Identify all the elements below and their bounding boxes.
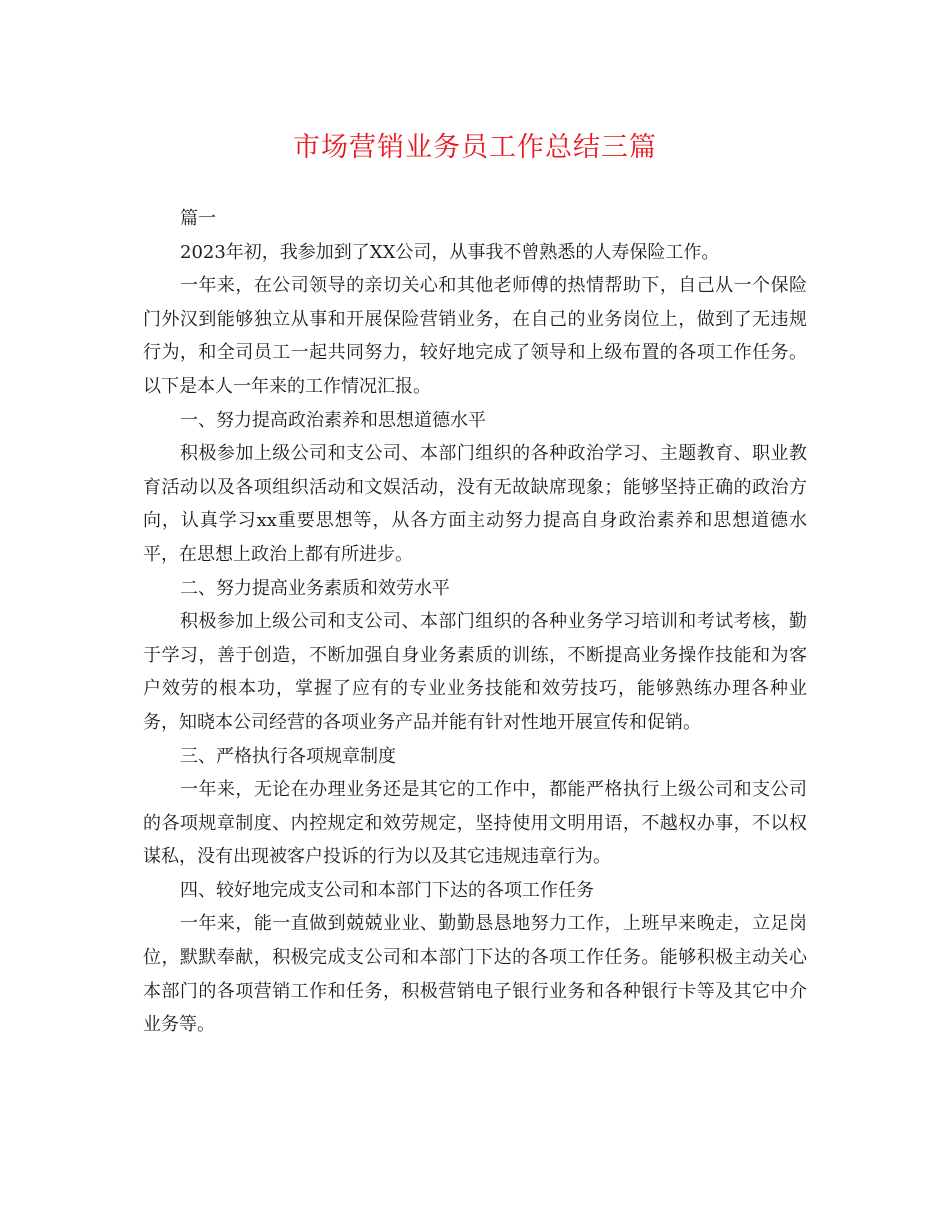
paragraph-intro: 2023年初，我参加到了XX公司，从事我不曾熟悉的人寿保险工作。	[180, 241, 720, 263]
heading-tasks: 四、较好地完成支公司和本部门下达的各项工作任务	[180, 879, 594, 901]
paragraph-regulations: 一年来，无论在办理业务还是其它的工作中，都能严格执行上级公司和支公司的各项规章制度、内控规定和效劳规定，坚持使用文明用语，不越权办事，不以权谋私，没有出现被客户投诉的行为以及其它违规违章行为。	[143, 779, 807, 868]
paragraph-tasks: 一年来，能一直做到兢兢业业、勤勤恳恳地努力工作，上班早来晚走，立足岗位，默默奉献，积极完成支公司和本部门下达的各项工作任务。能够积极主动关心本部门的各项营销工作和任务，积极营销电子银行业务和各种银行卡等及其它中介业务等。	[143, 913, 807, 1036]
document-body	[143, 202, 807, 1042]
paragraph-business-quality: 积极参加上级公司和支公司、本部门组织的各种业务学习培训和考试考核，勤于学习，善于创造，不断加强自身业务素质的训练，不断提高业务操作技能和为客户效劳的根本功，掌握了应有的专业业务技能和效劳技巧，能够熟练办理各种业务，知晓本公司经营的各项业务产品并能有针对性地开展宣传和促销。	[143, 611, 807, 733]
paragraph-political-quality: 积极参加上级公司和支公司、本部门组织的各种政治学习、主题教育、职业教育活动以及各项组织活动和文娱活动，没有无故缺席现象；能够坚持正确的政治方向，认真学习xx重要思想等，从各方面主动努力提高自身政治素养和思想道德水平，在思想上政治上都有所进步。	[143, 443, 807, 565]
page-title: 市场营销业务员工作总结三篇	[293, 132, 657, 163]
paragraph-section-label: 篇一	[180, 208, 216, 229]
heading-regulations: 三、严格执行各项规章制度	[180, 745, 396, 767]
heading-business-quality: 二、努力提高业务素质和效劳水平	[180, 577, 450, 599]
heading-political-quality: 一、努力提高政治素养和思想道德水平	[180, 409, 486, 431]
paragraph-overview: 一年来，在公司领导的亲切关心和其他老师傅的热情帮助下，自己从一个保险门外汉到能够独立从事和开展保险营销业务，在自己的业务岗位上，做到了无违规行为，和全司员工一起共同努力，较好地完成了领导和上级布置的各项工作任务。以下是本人一年来的工作情况汇报。	[143, 275, 807, 397]
